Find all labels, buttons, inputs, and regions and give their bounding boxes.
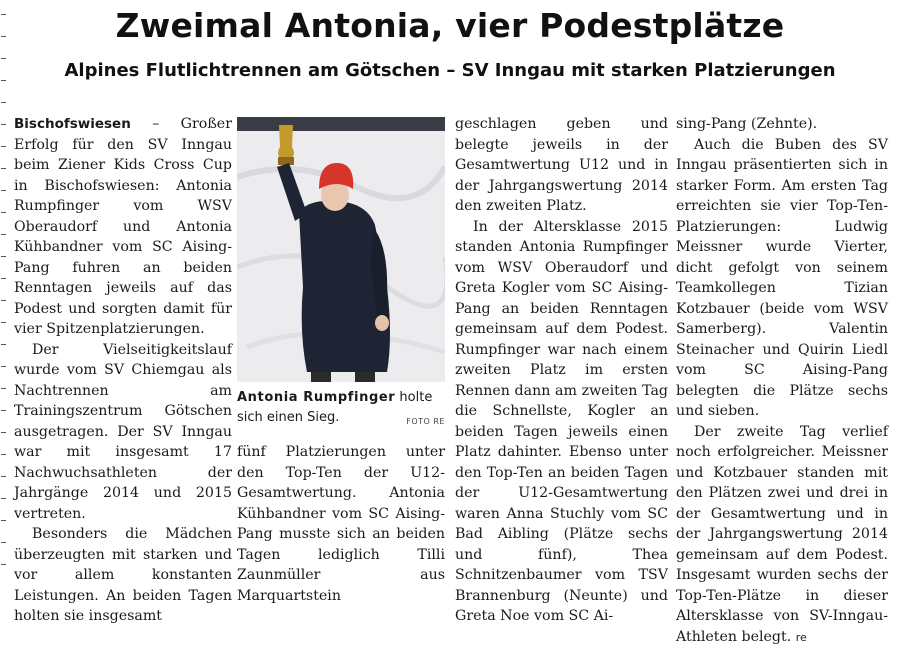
author-signature: re <box>796 631 807 644</box>
photo-caption <box>237 388 445 432</box>
article-column-1 <box>14 114 232 627</box>
paragraph-text: – Großer Erfolg für den SV Inngau beim Ziener Kids Cross Cup in Bischofswiesen: Antonia Rumpfinger vom WSV Oberaudorf und Antonia Kühbandner vom SC Aising-Pang fuhren an beiden Renntagen jeweils auf das Podest und sorgten damit für vier Spitzenplatzierungen. <box>14 116 232 337</box>
subheadline: Alpines Flutlichtrennen am Götschen – SV Inngau mit starken Platzierungen <box>0 60 900 81</box>
article-column-4 <box>676 114 888 648</box>
headline: Zweimal Antonia, vier Podestplätze <box>0 6 900 45</box>
paragraph-text: Der zweite Tag verlief noch erfolgreicher. Meissner und Kotzbauer standen mit den Plätzen zwei und drei in der Gesamtwertung und in der Jahrgangswertung 2014 gemeinsam auf dem Podest. Insgesamt wurden sechs der Top-Ten-Plätze in dieser Altersklasse von SV-Inngau-Athleten belegt. <box>676 424 888 645</box>
article-photo <box>237 117 445 382</box>
article-column-3 <box>455 114 668 627</box>
photo-credit: FOTO RE <box>406 412 445 432</box>
night-sky <box>237 117 445 133</box>
article-column-2 <box>237 442 445 606</box>
caption-text: holte sich einen Sieg. <box>237 390 432 425</box>
paragraph <box>676 422 888 648</box>
caption-name: Antonia Rumpfinger <box>237 390 395 405</box>
paragraph: Auch die Buben des SV Inngau präsentierten sich in starker Form. Am ersten Tag erreichten sie vier Top-Ten-Platzierungen: Ludwig Meissner wurde Vierter, dicht gefolgt von seinem Teamkollegen Tizian Kotzbauer (beide vom WSV Samerberg). Valentin Steinacher und Quirin Liedl vom SC Aising-Pang belegten die Plätze sechs und sieben. <box>676 135 888 422</box>
paragraph <box>14 114 232 340</box>
dateline: Bischofswiesen <box>14 116 131 132</box>
paragraph: In der Altersklasse 2015 standen Antonia Rumpfinger vom WSV Oberaudorf und Greta Kogler vom SC Aising-Pang an beiden Renntagen gemeinsam auf dem Podest. Rumpfinger war nach einem zweiten Platz im ersten Rennen dann am zweiten Tag die Schnellste, Kogler an beiden Tagen jeweils einen Platz dahinter. Ebenso unter den Top-Ten an beiden Tagen der U12-Gesamtwertung waren Anna Stuchly vom SC Bad Aibling (Plätze sechs und fünf), Thea Schnitzenbaumer vom TSV Brannenburg (Neunte) und Greta Noe vom SC Ai- <box>455 217 668 627</box>
photo-illustration <box>237 117 445 382</box>
trophy <box>278 125 294 161</box>
paragraph: Besonders die Mädchen überzeugten mit starken und vor allem konstanten Leistungen. An beiden Tagen holten sie insgesamt <box>14 524 232 627</box>
adjacent-column-edge <box>0 0 8 585</box>
paragraph: sing-Pang (Zehnte). <box>676 114 888 135</box>
paragraph: fünf Platzierungen unter den Top-Ten der U12-Gesamtwertung. Antonia Kühbandner vom SC Aising-Pang musste sich an beiden Tagen lediglich Tilli Zaunmüller aus Marquartstein <box>237 442 445 606</box>
paragraph: geschlagen geben und belegte jeweils in der Gesamtwertung U12 und in der Jahrgangswertung 2014 den zweiten Platz. <box>455 114 668 217</box>
paragraph: Der Vielseitigkeitslauf wurde vom SV Chiemgau als Nachtrennen am Trainingszentrum Götschen ausgetragen. Der SV Inngau war mit insgesamt 17 Nachwuchsathleten der Jahrgänge 2014 und 2015 vertreten. <box>14 340 232 525</box>
